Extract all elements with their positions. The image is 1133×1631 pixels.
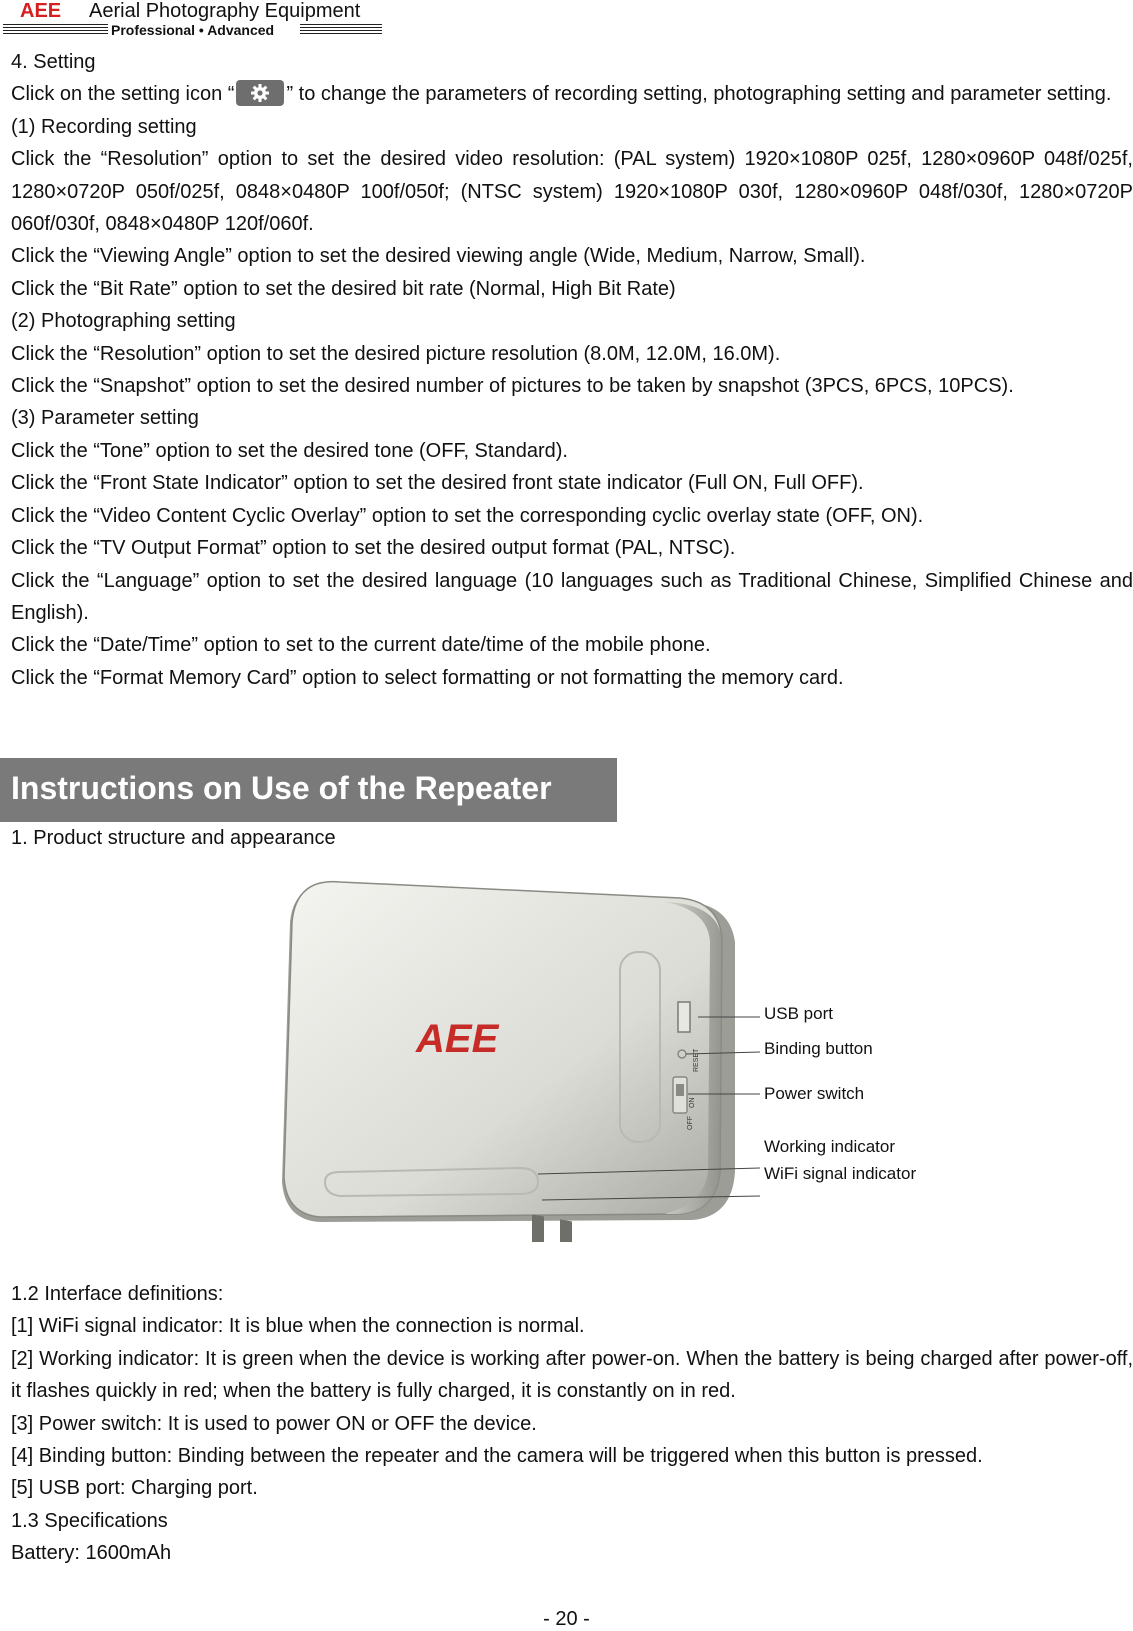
parameter-label: (3) Parameter setting [11,407,199,430]
setting-intro [11,78,1133,110]
battery-spec: Battery: 1600mAh [11,1542,172,1565]
photographing-line: Click the “Resolution” option to set the desired picture resolution (8.0M, 12.0M, 16.0M). [11,342,781,365]
parameter-line: Click the “Front State Indicator” option to set the desired front state indicator (Full ON, Full OFF). [11,472,864,495]
working-indicator-led [532,1214,544,1242]
setting-intro-start: Click on the setting icon “ [11,83,235,106]
brand-logo-text: AEE [20,0,62,22]
repeater-banner-title: Instructions on Use of the Repeater [11,770,552,806]
repeater-figure [280,872,920,1242]
interface-heading: 1.2 Interface definitions: [11,1283,224,1305]
recording-line: Click the “Viewing Angle” option to set the desired viewing angle (Wide, Medium, Narrow, Small). [11,245,866,268]
on-label: ON [689,1097,696,1108]
usb-port-callout: USB port [764,1004,833,1023]
setting-intro-end: ” to change the parameters of recording setting, photographing setting and parameter setting. [286,83,1112,106]
recording-line: Click the “Resolution” option to set the desired video resolution: (PAL system) 1920×1080P 025f, 1280×0960P 048f/025f, 1280×0720P 050f/025f, 0848×0480P 100f/050f; (NTSC system) 1920×1080P 030f, 1280×0960P 048f/030f, 1280×0720P 060f/030f, 0848×0480P 120f/060f. [11,148,1133,236]
interface-item: [4] Binding button: Binding between the repeater and the camera will be triggered when this button is pressed. [11,1445,983,1468]
setting-section [11,46,1133,694]
parameter-line: Click the “Date/Time” option to set to the current date/time of the mobile phone. [11,634,711,657]
parameter-line: Click the “Language” option to set the desired language (10 languages such as Traditional Chinese, Simplified Chinese and English). [11,569,1133,624]
interface-item: [1] WiFi signal indicator: It is blue when the connection is normal. [11,1315,585,1338]
header-rule-right [300,24,382,36]
gear-icon [236,80,284,106]
wifi-indicator-led [560,1219,572,1242]
interface-item: [2] Working indicator: It is green when the device is working after power-on. When the battery is being charged after power-off, it flashes quickly in red; when the battery is fully charged, it is constantly on in red. [11,1347,1133,1403]
parameter-line: Click the “Tone” option to set the desired tone (OFF, Standard). [11,439,568,462]
interface-item: [5] USB port: Charging port. [11,1477,258,1500]
spec-heading: 1.3 Specifications [11,1509,168,1532]
recording-line: Click the “Bit Rate” option to set the desired bit rate (Normal, High Bit Rate) [11,277,676,300]
power-switch-callout: Power switch [764,1084,865,1103]
structure-section [11,822,1133,854]
header-rule-left [3,24,108,36]
parameter-line: Click the “Video Content Cyclic Overlay” option to set the corresponding cyclic overlay state (OFF, ON). [11,504,924,527]
parameter-line: Click the “Format Memory Card” option to select formatting or not formatting the memory card. [11,666,844,689]
photographing-line: Click the “Snapshot” option to set the desired number of pictures to be taken by snapshot (3PCS, 6PCS, 10PCS). [11,375,1014,398]
structure-heading: 1. Product structure and appearance [11,827,336,849]
repeater-section-banner [0,758,617,822]
interface-item: [3] Power switch: It is used to power ON or OFF the device. [11,1412,537,1435]
header-title: Aerial Photography Equipment [89,0,361,22]
photographing-label: (2) Photographing setting [11,310,236,333]
off-label: OFF [687,1116,694,1130]
recording-label: (1) Recording setting [11,115,197,138]
wifi-indicator-callout: WiFi signal indicator [764,1164,917,1183]
page-header [0,0,390,44]
parameter-line: Click the “TV Output Format” option to set the desired output format (PAL, NTSC). [11,537,736,560]
setting-heading: 4. Setting [11,51,96,73]
page-number: - 20 - [543,1608,590,1630]
binding-button-callout: Binding button [764,1039,873,1058]
working-indicator-callout: Working indicator [764,1137,896,1156]
interface-section [11,1278,1133,1570]
header-tagline: Professional • Advanced [111,22,275,38]
reset-label: RESET [693,1048,700,1072]
device-aee-logo: AEE [416,1017,499,1061]
